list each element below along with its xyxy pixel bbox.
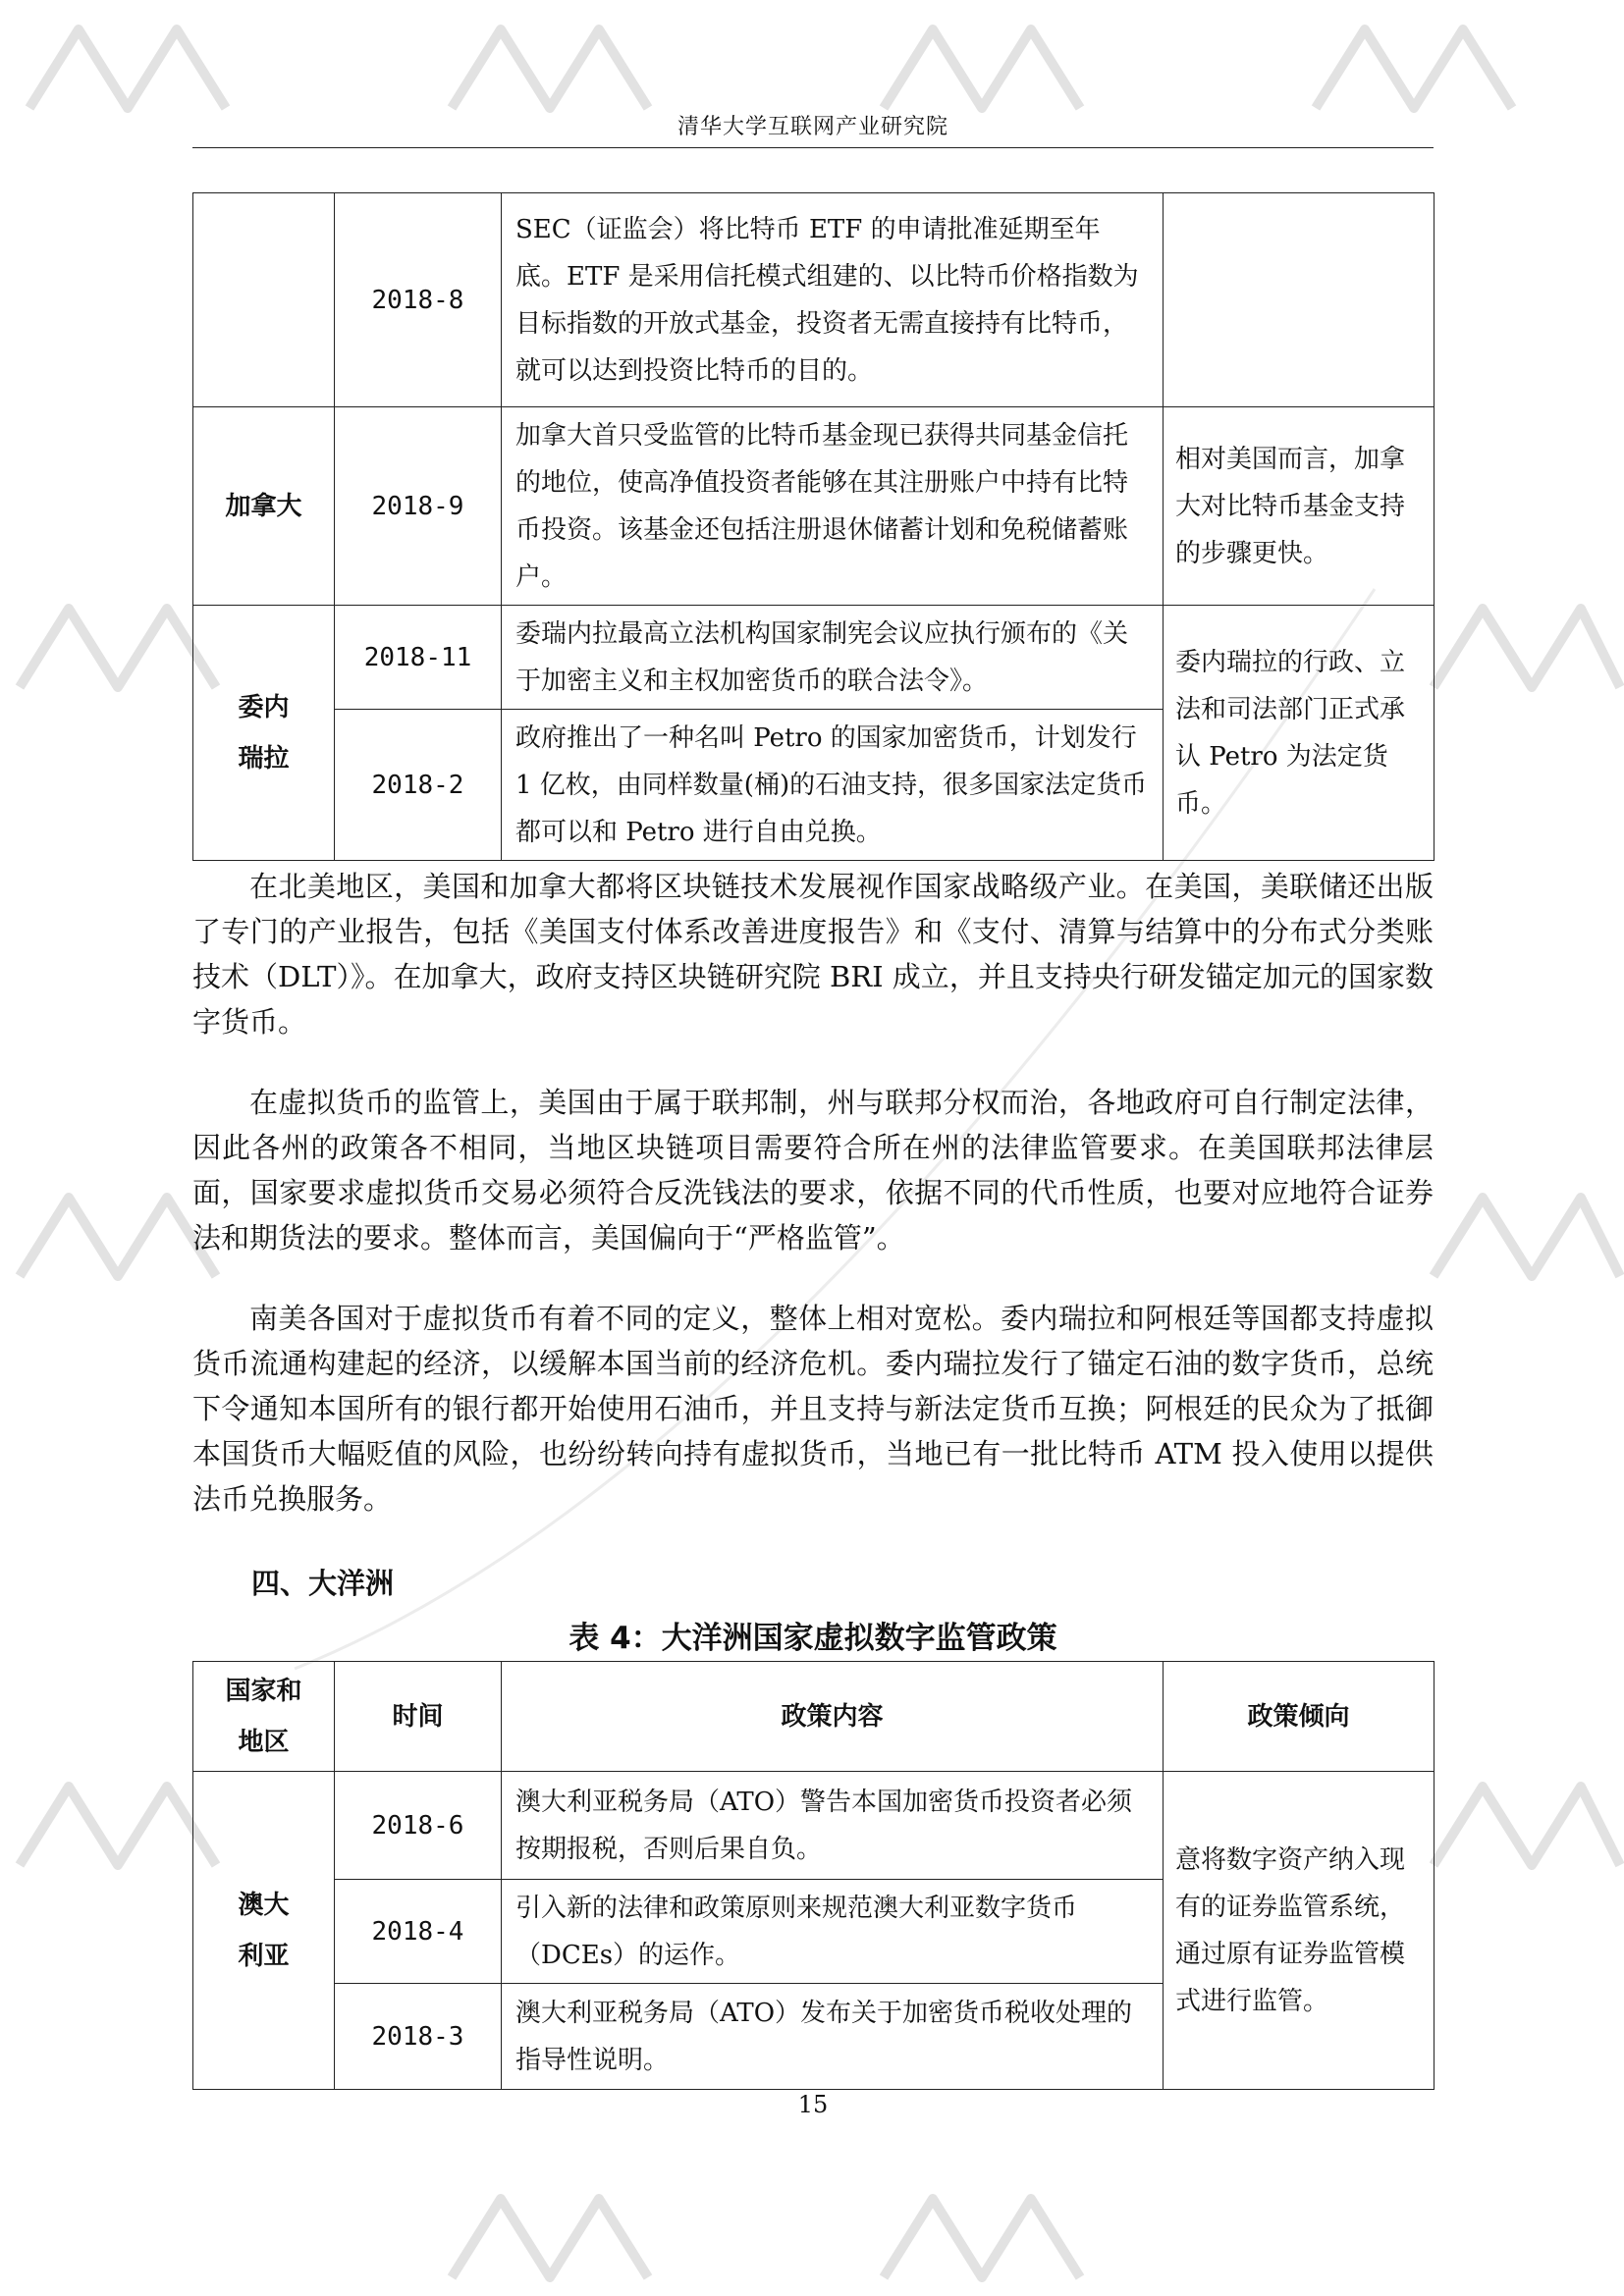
time-cell: 2018-9 [335, 407, 502, 606]
policy-table-oceania [192, 1661, 1435, 2090]
column-header: 时间 [335, 1662, 502, 1772]
time-cell: 2018-4 [335, 1880, 502, 1984]
tendency-cell: 委内瑞拉的行政、立法和司法部门正式承认 Petro 为法定货币。 [1164, 606, 1435, 861]
table-row [193, 606, 1435, 710]
country-label: 委内瑞拉 [238, 692, 290, 774]
table-row [193, 407, 1435, 606]
table-caption: 表 4：大洋洲国家虚拟数字监管政策 [568, 1621, 1057, 1656]
tendency-cell: 相对美国而言，加拿大对比特币基金支持的步骤更快。 [1164, 407, 1435, 606]
column-header-label: 国家和地区 [225, 1676, 302, 1757]
time-cell: 2018-3 [335, 1984, 502, 2090]
header-rule [192, 147, 1434, 148]
policy-table-continued [192, 192, 1435, 861]
section-heading: 四、大洋洲 [251, 1567, 395, 1600]
content-cell: 澳大利亚税务局（ATO）发布关于加密货币税收处理的指导性说明。 [502, 1984, 1164, 2090]
time-cell: 2018-6 [335, 1772, 502, 1880]
paragraph: 在北美地区，美国和加拿大都将区块链技术发展视作国家战略级产业。在美国，美联储还出版了专门的产业报告，包括《美国支付体系改善进度报告》和《支付、清算与结算中的分布式分类账技术（DLT）》。在加拿大，政府支持区块链研究院 BRI 成立，并且支持央行研发锚定加元的国家数字货币。 [192, 870, 1434, 1039]
country-cell [193, 1772, 335, 2090]
tendency-cell: 意将数字资产纳入现有的证券监管系统，通过原有证券监管模式进行监管。 [1164, 1772, 1435, 2090]
column-header: 政策内容 [502, 1662, 1164, 1772]
column-header: 政策倾向 [1164, 1662, 1435, 1772]
tendency-cell [1164, 193, 1435, 407]
table-row [193, 193, 1435, 407]
paragraph: 南美各国对于虚拟货币有着不同的定义，整体上相对宽松。委内瑞拉和阿根廷等国都支持虚拟货币流通构建起的经济，以缓解本国当前的经济危机。委内瑞拉发行了锚定石油的数字货币，总统下令通知本国所有的银行都开始使用石油币，并且支持与新法定货币互换；阿根廷的民众为了抵御本国货币大幅贬值的风险，也纷纷转向持有虚拟货币，当地已有一批比特币 ATM 投入使用以提供法币兑换服务。 [192, 1302, 1434, 1516]
content-cell: 委瑞内拉最高立法机构国家制宪会议应执行颁布的《关于加密主义和主权加密货币的联合法令》。 [502, 606, 1164, 710]
country-cell: 加拿大 [193, 407, 335, 606]
time-cell: 2018-11 [335, 606, 502, 710]
content-cell: 政府推出了一种名叫 Petro 的国家加密货币，计划发行 1 亿枚，由同样数量(桶)的石油支持，很多国家法定货币都可以和 Petro 进行自由兑换。 [502, 710, 1164, 861]
country-label: 澳大利亚 [238, 1890, 290, 1971]
content-cell: 引入新的法律和政策原则来规范澳大利亚数字货币（DCEs）的运作。 [502, 1880, 1164, 1984]
content-cell: 澳大利亚税务局（ATO）警告本国加密货币投资者必须按期报税，否则后果自负。 [502, 1772, 1164, 1880]
time-cell: 2018-2 [335, 710, 502, 861]
content-cell: 加拿大首只受监管的比特币基金现已获得共同基金信托的地位，使高净值投资者能够在其注册账户中持有比特币投资。该基金还包括注册退休储蓄计划和免税储蓄账户。 [502, 407, 1164, 606]
table-row [193, 1772, 1435, 1880]
time-cell: 2018-8 [335, 193, 502, 407]
table-header-row [193, 1662, 1435, 1772]
column-header [193, 1662, 335, 1772]
country-cell [193, 606, 335, 861]
paragraph: 在虚拟货币的监管上，美国由于属于联邦制，州与联邦分权而治，各地政府可自行制定法律，因此各州的政策各不相同，当地区块链项目需要符合所在州的法律监管要求。在美国联邦法律层面，国家要求虚拟货币交易必须符合反洗钱法的要求，依据不同的代币性质，也要对应地符合证券法和期货法的要求。整体而言，美国偏向于“严格监管”。 [192, 1086, 1434, 1255]
page-number: 15 [797, 2091, 829, 2118]
running-header: 清华大学互联网产业研究院 [677, 115, 948, 139]
country-cell [193, 193, 335, 407]
content-cell: SEC（证监会）将比特币 ETF 的申请批准延期至年底。ETF 是采用信托模式组建的、以比特币价格指数为目标指数的开放式基金，投资者无需直接持有比特币，就可以达到投资比特币的目的。 [502, 193, 1164, 407]
